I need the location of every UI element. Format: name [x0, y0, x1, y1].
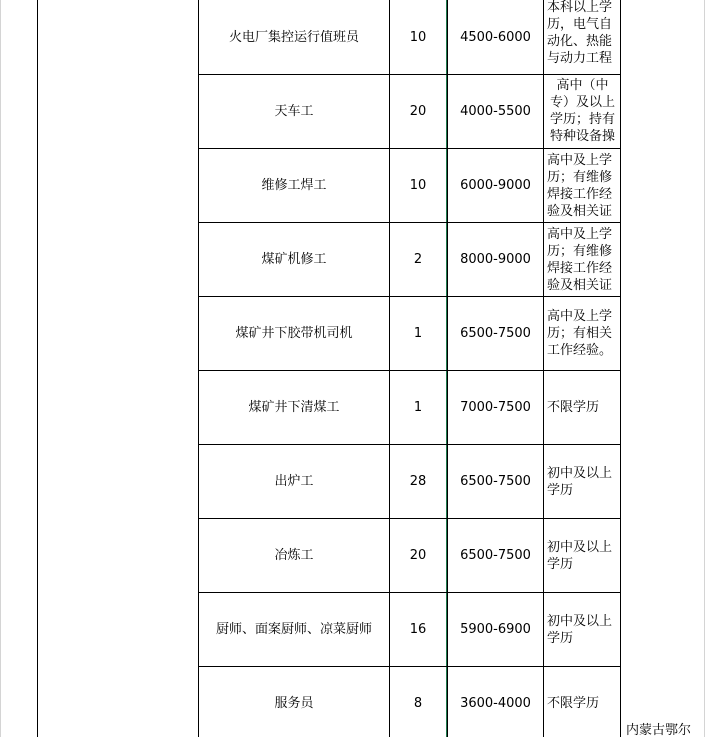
column-border	[37, 0, 38, 737]
count-cell[interactable]: 20	[409, 548, 427, 563]
count-cell[interactable]: 1	[413, 326, 423, 341]
education-text: 初中及以上学历	[547, 465, 613, 498]
education-cell[interactable]	[544, 297, 620, 370]
count-cell[interactable]: 20	[409, 104, 427, 119]
position-cell[interactable]: 服务员	[274, 696, 314, 711]
education-text: 高中及上学历；有相关工作经验。	[547, 309, 613, 358]
salary-cell[interactable]: 6000-9000	[460, 178, 531, 193]
count-cell[interactable]: 10	[409, 29, 427, 45]
gridline-right	[704, 0, 705, 737]
education-text: 初中及以上学历	[547, 539, 613, 572]
position-cell[interactable]: 火电厂集控运行值班员	[228, 29, 359, 45]
position-cell[interactable]: 煤矿机修工	[261, 252, 327, 267]
position-cell[interactable]: 天车工	[274, 104, 314, 119]
salary-cell[interactable]: 4000-5500	[460, 104, 531, 119]
position-cell[interactable]: 煤矿井下胶带机司机	[235, 326, 353, 341]
education-cell[interactable]	[544, 519, 620, 592]
education-cell[interactable]	[544, 593, 620, 666]
position-cell[interactable]: 厨师、面案厨师、凉菜厨师	[215, 622, 372, 637]
count-cell[interactable]: 2	[413, 252, 423, 267]
salary-cell[interactable]: 5900-6900	[460, 622, 531, 637]
salary-cell[interactable]: 7000-7500	[460, 400, 531, 415]
education-text: 初中及以上学历	[547, 613, 613, 646]
gridline-left	[0, 0, 1, 737]
salary-cell[interactable]: 4500-6000	[460, 29, 531, 45]
education-text: 高中及上学历；有维修焊接工作经验及相关证	[547, 226, 613, 293]
salary-cell[interactable]: 8000-9000	[460, 252, 531, 267]
salary-cell[interactable]: 6500-7500	[460, 326, 531, 341]
education-text: 高中及上学历；有维修焊接工作经验及相关证	[547, 152, 613, 219]
education-text: 不限学历	[547, 400, 600, 415]
column-border	[620, 0, 621, 737]
education-cell[interactable]	[544, 149, 620, 222]
count-cell[interactable]: 16	[409, 622, 427, 637]
education-cell[interactable]	[544, 371, 620, 444]
education-text: 本科以上学历，电气自动化、热能与动力工程	[547, 0, 613, 66]
position-cell[interactable]: 出炉工	[274, 474, 314, 489]
position-cell[interactable]: 维修工焊工	[261, 178, 327, 193]
count-cell[interactable]: 8	[413, 696, 423, 711]
count-cell[interactable]: 28	[409, 474, 427, 489]
salary-cell[interactable]: 3600-4000	[460, 696, 531, 711]
position-cell[interactable]: 冶炼工	[274, 548, 314, 563]
salary-cell[interactable]: 6500-7500	[460, 548, 531, 563]
count-cell[interactable]: 1	[413, 400, 423, 415]
count-cell[interactable]: 10	[409, 178, 427, 193]
position-cell[interactable]: 煤矿井下清煤工	[248, 400, 340, 415]
education-cell[interactable]	[544, 0, 620, 74]
location-cell-partial[interactable]: 内蒙古鄂尔	[626, 723, 692, 738]
education-cell[interactable]	[544, 445, 620, 518]
education-text: 高中（中专）及以上学历；持有特种设备操	[549, 78, 615, 144]
education-text: 不限学历	[547, 696, 600, 711]
salary-cell[interactable]: 6500-7500	[460, 474, 531, 489]
education-cell[interactable]	[544, 75, 620, 148]
education-cell[interactable]	[544, 223, 620, 296]
education-cell[interactable]	[544, 667, 620, 740]
